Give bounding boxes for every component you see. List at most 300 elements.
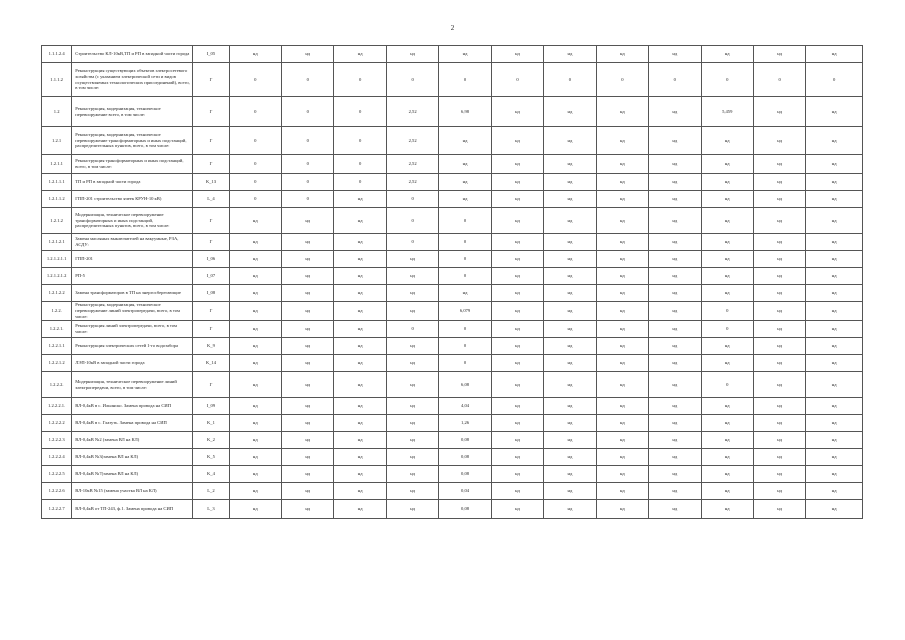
value-cell: нд — [334, 234, 386, 251]
value-cell: нд — [386, 46, 438, 63]
table-row — [42, 483, 863, 500]
value-cell: нд — [701, 466, 753, 483]
value-cell: нд — [649, 338, 701, 355]
row-id-cell: L_4 — [193, 191, 229, 208]
row-code-cell: 1.2.2.2.3 — [42, 432, 72, 449]
value-cell: нд — [491, 500, 543, 519]
value-cell: нд — [491, 234, 543, 251]
value-cell: нд — [491, 432, 543, 449]
row-code-cell: 1.2.2.2.4 — [42, 449, 72, 466]
value-cell: нд — [491, 251, 543, 268]
value-cell: нд — [649, 449, 701, 466]
value-cell: нд — [229, 415, 281, 432]
value-cell: нд — [544, 398, 596, 415]
row-id-cell: K_4 — [193, 466, 229, 483]
value-cell: 0 — [282, 127, 334, 155]
value-cell: нд — [334, 483, 386, 500]
value-cell: нд — [334, 372, 386, 398]
row-id-cell: Г — [193, 302, 229, 321]
value-cell: нд — [229, 483, 281, 500]
value-cell: нд — [439, 127, 491, 155]
value-cell: 0 — [596, 63, 648, 97]
value-cell: нд — [282, 251, 334, 268]
value-cell: нд — [491, 372, 543, 398]
row-id-cell: Г — [193, 234, 229, 251]
value-cell: нд — [229, 432, 281, 449]
value-cell: нд — [701, 398, 753, 415]
value-cell: нд — [806, 483, 863, 500]
value-cell: нд — [282, 208, 334, 234]
value-cell: нд — [596, 321, 648, 338]
value-cell: нд — [544, 208, 596, 234]
value-cell: нд — [806, 97, 863, 127]
value-cell: нд — [596, 97, 648, 127]
row-id-cell: Г — [193, 321, 229, 338]
value-cell: нд — [753, 415, 805, 432]
value-cell: нд — [649, 127, 701, 155]
value-cell: нд — [544, 372, 596, 398]
value-cell: нд — [649, 398, 701, 415]
value-cell: 0 — [439, 268, 491, 285]
row-code-cell: 1.2.1.2.1.2 — [42, 268, 72, 285]
table-body — [42, 46, 863, 519]
value-cell: нд — [282, 372, 334, 398]
row-code-cell: 1.2.1.2.1 — [42, 234, 72, 251]
value-cell: 4,04 — [439, 398, 491, 415]
value-cell: нд — [596, 191, 648, 208]
value-cell: 0 — [386, 234, 438, 251]
row-name-cell: ВЛ-0,4кВ №7(замена ВЛ на КЛ) — [72, 466, 193, 483]
value-cell: нд — [491, 449, 543, 466]
value-cell: нд — [649, 321, 701, 338]
value-cell: нд — [282, 449, 334, 466]
value-cell: 0 — [439, 355, 491, 372]
value-cell: нд — [701, 155, 753, 174]
value-cell: нд — [282, 355, 334, 372]
value-cell: нд — [334, 285, 386, 302]
value-cell: нд — [334, 302, 386, 321]
value-cell: 0 — [701, 321, 753, 338]
row-id-cell: K_2 — [193, 432, 229, 449]
row-id-cell: Г — [193, 127, 229, 155]
value-cell: нд — [649, 372, 701, 398]
value-cell: 0 — [229, 191, 281, 208]
value-cell: 0 — [701, 372, 753, 398]
value-cell: нд — [596, 174, 648, 191]
value-cell: нд — [649, 466, 701, 483]
value-cell: нд — [753, 483, 805, 500]
value-cell: нд — [649, 268, 701, 285]
value-cell: нд — [439, 191, 491, 208]
value-cell: нд — [229, 208, 281, 234]
value-cell: 0 — [439, 234, 491, 251]
value-cell: 0 — [491, 63, 543, 97]
value-cell: 0 — [753, 63, 805, 97]
row-name-cell: ВЛ-0,4кВ в с. Ильинско. Замена провода на СИП — [72, 398, 193, 415]
row-id-cell: I_08 — [193, 285, 229, 302]
row-id-cell: K_1 — [193, 415, 229, 432]
value-cell: нд — [806, 321, 863, 338]
value-cell: нд — [334, 415, 386, 432]
value-cell: нд — [806, 46, 863, 63]
value-cell: 6,079 — [439, 302, 491, 321]
value-cell: нд — [596, 46, 648, 63]
value-cell: нд — [596, 268, 648, 285]
value-cell: нд — [649, 97, 701, 127]
value-cell: нд — [386, 466, 438, 483]
value-cell: нд — [386, 285, 438, 302]
value-cell: нд — [596, 302, 648, 321]
value-cell: нд — [386, 398, 438, 415]
value-cell: нд — [701, 268, 753, 285]
value-cell: нд — [596, 466, 648, 483]
value-cell: 0 — [334, 97, 386, 127]
row-name-cell: Модернизация, техническое перевооружение трансформаторных и иных подстанций, распределительных пунктов, всего, в том числе: — [72, 208, 193, 234]
value-cell: нд — [491, 155, 543, 174]
value-cell: нд — [491, 302, 543, 321]
value-cell: нд — [806, 251, 863, 268]
row-id-cell: I_09 — [193, 398, 229, 415]
value-cell: нд — [753, 127, 805, 155]
value-cell: нд — [386, 268, 438, 285]
value-cell: 0 — [282, 63, 334, 97]
row-id-cell: K_9 — [193, 338, 229, 355]
value-cell: нд — [491, 398, 543, 415]
value-cell: нд — [334, 191, 386, 208]
value-cell: нд — [282, 483, 334, 500]
row-name-cell: ГПП-201 — [72, 251, 193, 268]
row-code-cell: 1.1.1.2 — [42, 63, 72, 97]
value-cell: нд — [544, 302, 596, 321]
value-cell: нд — [386, 372, 438, 398]
row-name-cell: ВЛ-0,4кВ от ТП-243, ф.1. Замена провода на СИП — [72, 500, 193, 519]
value-cell: нд — [806, 432, 863, 449]
value-cell: 0 — [229, 155, 281, 174]
value-cell: 0 — [282, 155, 334, 174]
row-name-cell: Реконструкция, модернизация, техническое перевооружение линий электропередачи, всего, в том числе: — [72, 302, 193, 321]
value-cell: нд — [439, 155, 491, 174]
value-cell: 0 — [334, 63, 386, 97]
value-cell: нд — [596, 127, 648, 155]
value-cell: нд — [596, 483, 648, 500]
value-cell: нд — [701, 415, 753, 432]
value-cell: нд — [806, 466, 863, 483]
value-cell: нд — [701, 208, 753, 234]
row-code-cell: 1.2.1.2.2 — [42, 285, 72, 302]
value-cell: нд — [596, 338, 648, 355]
value-cell: нд — [544, 155, 596, 174]
value-cell: нд — [701, 251, 753, 268]
row-name-cell: Реконструкция, модернизация, техническое перевооружение всего, в том числе: — [72, 97, 193, 127]
value-cell: нд — [753, 46, 805, 63]
row-code-cell: 1.2.2.1.2 — [42, 355, 72, 372]
table-row — [42, 46, 863, 63]
value-cell: нд — [334, 46, 386, 63]
value-cell: нд — [491, 415, 543, 432]
value-cell: 2,52 — [386, 174, 438, 191]
value-cell: нд — [544, 46, 596, 63]
value-cell: нд — [753, 174, 805, 191]
value-cell: нд — [282, 46, 334, 63]
value-cell: нд — [701, 449, 753, 466]
value-cell: нд — [596, 355, 648, 372]
row-name-cell: ВЛ-0,4кВ №3(замена ВЛ на КЛ) — [72, 449, 193, 466]
value-cell: нд — [544, 415, 596, 432]
value-cell: нд — [649, 46, 701, 63]
row-code-cell: 1.2.2.2.7 — [42, 500, 72, 519]
value-cell: 0 — [701, 63, 753, 97]
value-cell: нд — [806, 127, 863, 155]
value-cell: нд — [229, 338, 281, 355]
value-cell: нд — [753, 251, 805, 268]
value-cell: нд — [596, 208, 648, 234]
value-cell: нд — [282, 398, 334, 415]
value-cell: нд — [229, 449, 281, 466]
row-id-cell: K_14 — [193, 355, 229, 372]
row-name-cell: Реконструкция электрических сетей 1-го водозабора — [72, 338, 193, 355]
row-id-cell: Г — [193, 63, 229, 97]
value-cell: 1,26 — [439, 415, 491, 432]
value-cell: нд — [439, 174, 491, 191]
value-cell: нд — [596, 285, 648, 302]
table-row — [42, 191, 863, 208]
value-cell: 2,52 — [386, 127, 438, 155]
row-name-cell: Реконструкция, модернизация, техническое перевооружение трансформаторных и иных подстанций, распределительных пунктов, всего, в том числе: — [72, 127, 193, 155]
value-cell: нд — [282, 285, 334, 302]
value-cell: нд — [334, 208, 386, 234]
value-cell: нд — [806, 285, 863, 302]
value-cell: нд — [491, 268, 543, 285]
table-row — [42, 372, 863, 398]
value-cell: нд — [753, 355, 805, 372]
value-cell: нд — [701, 338, 753, 355]
value-cell: нд — [334, 268, 386, 285]
value-cell: нд — [806, 268, 863, 285]
value-cell: 0 — [386, 63, 438, 97]
value-cell: нд — [544, 466, 596, 483]
value-cell: 0 — [229, 63, 281, 97]
row-code-cell: 1.2.1 — [42, 127, 72, 155]
row-name-cell: ГПП-201 строительство ячеек КРУН-10 кВ) — [72, 191, 193, 208]
value-cell: нд — [649, 285, 701, 302]
table-row — [42, 355, 863, 372]
value-cell: 5,459 — [701, 97, 753, 127]
value-cell: нд — [282, 302, 334, 321]
value-cell: 0 — [439, 208, 491, 234]
value-cell: нд — [491, 483, 543, 500]
row-name-cell: Реконструкция существующих объектов электросетевого хозяйства (с указанием электрической сети и видов осуществляемых технологических присоединений), всего, в том числе: — [72, 63, 193, 97]
value-cell: нд — [386, 483, 438, 500]
value-cell: 0 — [386, 321, 438, 338]
value-cell: нд — [649, 432, 701, 449]
value-cell: нд — [491, 321, 543, 338]
row-name-cell: Модернизация, техническое перевооружение линий электропередачи, всего, в том числе: — [72, 372, 193, 398]
value-cell: нд — [386, 302, 438, 321]
value-cell: нд — [229, 285, 281, 302]
value-cell: 0 — [282, 97, 334, 127]
value-cell: 0,08 — [439, 432, 491, 449]
value-cell: нд — [753, 97, 805, 127]
value-cell: нд — [753, 208, 805, 234]
value-cell: нд — [439, 285, 491, 302]
row-code-cell: 1.2.2.1. — [42, 321, 72, 338]
value-cell: нд — [282, 466, 334, 483]
table-row — [42, 398, 863, 415]
value-cell: нд — [282, 432, 334, 449]
value-cell: 0,08 — [439, 449, 491, 466]
value-cell: 0 — [439, 63, 491, 97]
row-id-cell: Г — [193, 97, 229, 127]
table-row — [42, 127, 863, 155]
value-cell: нд — [596, 234, 648, 251]
value-cell: нд — [649, 208, 701, 234]
table-row — [42, 321, 863, 338]
value-cell: нд — [701, 174, 753, 191]
row-code-cell: 1.2.1.1.1 — [42, 174, 72, 191]
row-code-cell: 1.2 — [42, 97, 72, 127]
table-row — [42, 251, 863, 268]
row-id-cell: L_2 — [193, 483, 229, 500]
value-cell: нд — [649, 251, 701, 268]
value-cell: нд — [701, 234, 753, 251]
value-cell: нд — [439, 46, 491, 63]
value-cell: 0 — [282, 174, 334, 191]
table-row — [42, 449, 863, 466]
row-name-cell: Реконструкция трансформаторных и иных подстанций, всего, в том числе: — [72, 155, 193, 174]
value-cell: 0 — [229, 127, 281, 155]
value-cell: 0 — [334, 174, 386, 191]
value-cell: нд — [753, 449, 805, 466]
value-cell: нд — [806, 415, 863, 432]
value-cell: нд — [649, 483, 701, 500]
value-cell: нд — [753, 321, 805, 338]
value-cell: нд — [334, 432, 386, 449]
value-cell: нд — [334, 321, 386, 338]
value-cell: 0 — [439, 251, 491, 268]
value-cell: нд — [229, 355, 281, 372]
value-cell: нд — [491, 466, 543, 483]
value-cell: нд — [701, 355, 753, 372]
value-cell: нд — [544, 234, 596, 251]
value-cell: нд — [649, 415, 701, 432]
row-name-cell: Замена масляных выключателей на вакуумные, РЗА, АСДУ: — [72, 234, 193, 251]
table-row — [42, 234, 863, 251]
value-cell: нд — [701, 46, 753, 63]
table-row — [42, 432, 863, 449]
row-name-cell: РП-5 — [72, 268, 193, 285]
value-cell: нд — [596, 372, 648, 398]
value-cell: нд — [753, 302, 805, 321]
value-cell: нд — [544, 321, 596, 338]
value-cell: нд — [806, 372, 863, 398]
value-cell: нд — [544, 500, 596, 519]
value-cell: нд — [753, 285, 805, 302]
value-cell: 2,52 — [386, 97, 438, 127]
value-cell: нд — [753, 432, 805, 449]
value-cell: нд — [386, 415, 438, 432]
value-cell: нд — [596, 155, 648, 174]
table-row — [42, 155, 863, 174]
value-cell: нд — [806, 191, 863, 208]
value-cell: нд — [649, 191, 701, 208]
value-cell: нд — [806, 338, 863, 355]
table-row — [42, 208, 863, 234]
row-id-cell: I_07 — [193, 268, 229, 285]
table-row — [42, 338, 863, 355]
value-cell: нд — [386, 251, 438, 268]
value-cell: нд — [544, 432, 596, 449]
table-row — [42, 268, 863, 285]
value-cell: нд — [282, 268, 334, 285]
value-cell: нд — [753, 191, 805, 208]
value-cell: 0 — [282, 191, 334, 208]
row-id-cell: Г — [193, 372, 229, 398]
table-row — [42, 63, 863, 97]
value-cell: нд — [229, 500, 281, 519]
value-cell: 6,98 — [439, 97, 491, 127]
value-cell: нд — [334, 466, 386, 483]
value-cell: 6,08 — [439, 372, 491, 398]
row-code-cell: 1.2.1.1.2 — [42, 191, 72, 208]
value-cell: нд — [701, 432, 753, 449]
value-cell: нд — [649, 302, 701, 321]
row-code-cell: 1.2.1.2.1.1 — [42, 251, 72, 268]
value-cell: нд — [701, 191, 753, 208]
row-code-cell: 1.2.1.1 — [42, 155, 72, 174]
value-cell: нд — [649, 174, 701, 191]
value-cell: нд — [544, 127, 596, 155]
value-cell: нд — [753, 398, 805, 415]
value-cell: нд — [649, 234, 701, 251]
investment-table — [41, 45, 863, 519]
row-name-cell: ВЛ-0,4кВ №2 (замена ВЛ на КЛ) — [72, 432, 193, 449]
value-cell: нд — [334, 355, 386, 372]
row-code-cell: 1.2.2.2.6 — [42, 483, 72, 500]
table-row — [42, 466, 863, 483]
table-row — [42, 97, 863, 127]
value-cell: 0 — [386, 191, 438, 208]
row-code-cell: 1.2.2.2.5 — [42, 466, 72, 483]
value-cell: нд — [282, 415, 334, 432]
value-cell: нд — [491, 191, 543, 208]
value-cell: нд — [701, 500, 753, 519]
value-cell: нд — [491, 174, 543, 191]
value-cell: 0,08 — [439, 466, 491, 483]
value-cell: нд — [806, 234, 863, 251]
value-cell: нд — [334, 449, 386, 466]
value-cell: нд — [544, 191, 596, 208]
value-cell: нд — [491, 46, 543, 63]
value-cell: нд — [806, 208, 863, 234]
value-cell: нд — [229, 268, 281, 285]
value-cell: нд — [282, 500, 334, 519]
row-name-cell: ЛЭП-10кВ в западной части города — [72, 355, 193, 372]
value-cell: 0 — [439, 321, 491, 338]
value-cell: нд — [386, 432, 438, 449]
value-cell: 0 — [701, 302, 753, 321]
value-cell: нд — [596, 251, 648, 268]
value-cell: нд — [753, 500, 805, 519]
value-cell: нд — [491, 338, 543, 355]
row-code-cell: 1.1.1.2.4 — [42, 46, 72, 63]
table-row — [42, 415, 863, 432]
value-cell: нд — [491, 127, 543, 155]
value-cell: нд — [753, 234, 805, 251]
value-cell: нд — [649, 155, 701, 174]
value-cell: нд — [649, 355, 701, 372]
value-cell: 0 — [334, 127, 386, 155]
value-cell: 0,08 — [439, 500, 491, 519]
